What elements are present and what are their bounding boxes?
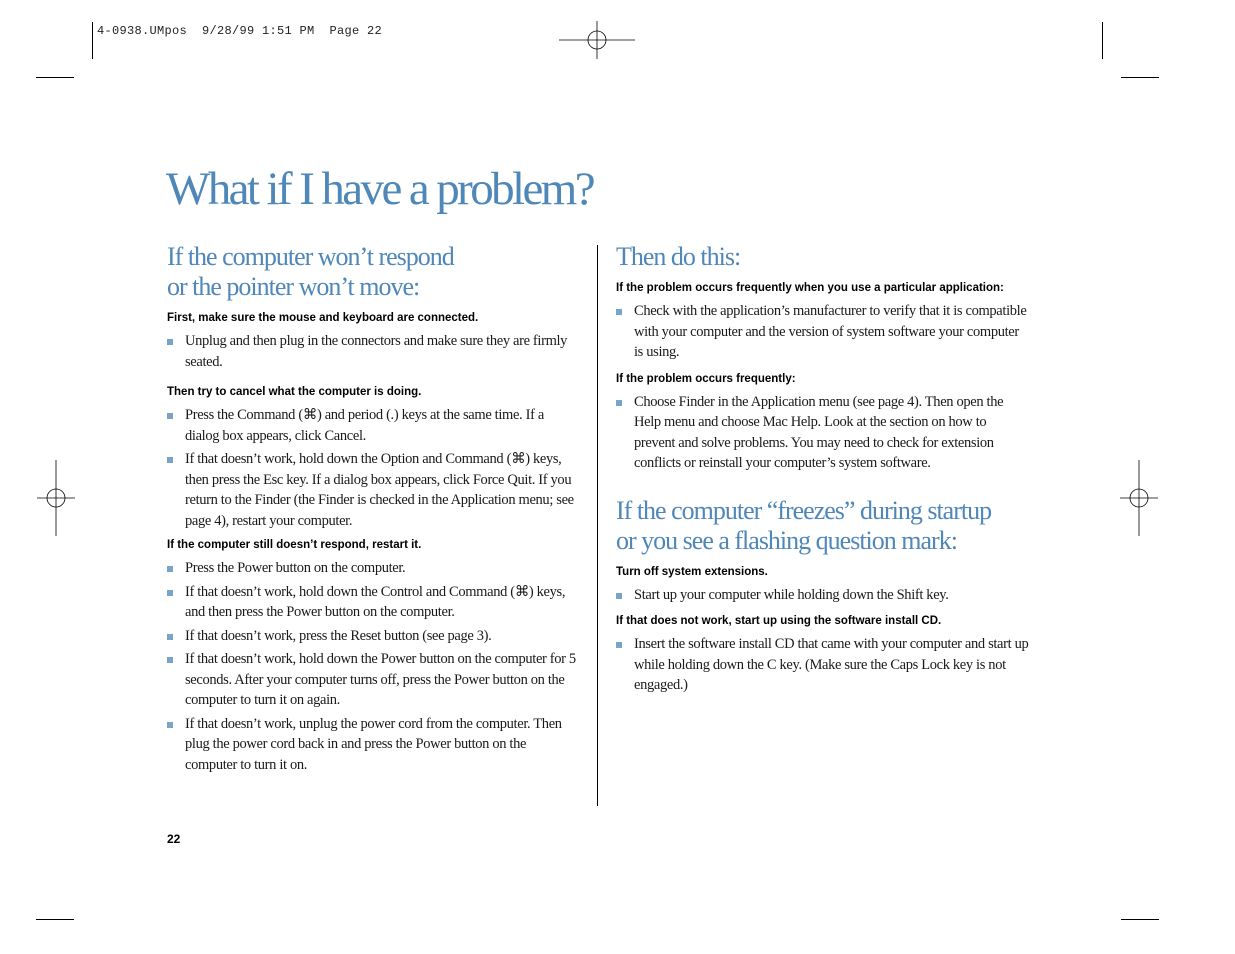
section-heading	[616, 496, 1030, 556]
page-title: What if I have a problem?	[166, 163, 593, 215]
square-bullet-icon	[616, 593, 622, 599]
list-item-text: Start up your computer while holding down the Shift key.	[634, 586, 949, 603]
crop-mark	[92, 22, 93, 59]
heading-line: If the computer won’t respond	[167, 242, 454, 271]
list-item	[167, 449, 579, 531]
bullet-list	[167, 558, 579, 775]
square-bullet-icon	[167, 457, 173, 463]
crop-mark	[1102, 22, 1103, 59]
list-item-text: Unplug and then plug in the connectors and make sure they are firmly seated.	[185, 333, 568, 370]
registration-mark-icon	[559, 21, 635, 59]
list-item	[167, 558, 579, 579]
bullet-list	[616, 392, 1030, 474]
subheading: Turn off system extensions.	[616, 565, 768, 578]
list-item	[167, 714, 579, 776]
list-item	[616, 585, 1030, 606]
right-column	[616, 242, 1030, 699]
subheading: First, make sure the mouse and keyboard are connected.	[167, 312, 479, 324]
bullet-list	[616, 634, 1030, 696]
list-item-text: If that doesn’t work, press the Reset button (see page 3).	[185, 627, 492, 644]
list-item-text: Press the Command (⌘) and period (.) keys at the same time. If a dialog box appears, click Cancel.	[185, 407, 544, 444]
list-item-text: Press the Power button on the computer.	[185, 560, 406, 576]
heading-line: or the pointer won’t move:	[167, 272, 420, 301]
square-bullet-icon	[167, 590, 173, 596]
list-item-text: Check with the application’s manufacturer to verify that it is compatible with your computer and the version of system software your computer is using.	[634, 303, 1027, 360]
bullet-list	[167, 331, 579, 372]
square-bullet-icon	[616, 309, 622, 315]
registration-mark-icon	[37, 460, 75, 536]
subheading: If the problem occurs frequently:	[616, 372, 796, 385]
list-item-text: If that doesn’t work, hold down the Power button on the computer for 5 seconds. After your computer turns off, press the Power button on the computer to turn it on again.	[185, 651, 576, 708]
heading-line: or you see a flashing question mark:	[616, 525, 957, 555]
crop-mark	[1121, 919, 1159, 920]
bullet-list	[616, 301, 1030, 363]
bullet-list	[167, 405, 579, 531]
list-item	[167, 626, 579, 647]
column-divider	[597, 245, 598, 806]
heading-line: If the computer “freezes” during startup	[616, 495, 992, 525]
list-item-text: If that doesn’t work, hold down the Control and Command (⌘) keys, and then press the Power button on the computer.	[185, 583, 566, 620]
slug-line: 4-0938.UMpos 9/28/99 1:51 PM Page 22	[97, 24, 383, 38]
crop-mark	[1121, 77, 1159, 78]
list-item	[167, 649, 579, 711]
list-item	[167, 331, 579, 372]
square-bullet-icon	[167, 566, 173, 572]
section-heading	[616, 242, 1030, 272]
square-bullet-icon	[167, 634, 173, 640]
subheading: Then try to cancel what the computer is doing.	[167, 386, 422, 398]
list-item	[616, 392, 1030, 474]
square-bullet-icon	[167, 339, 173, 345]
list-item	[616, 301, 1030, 363]
subheading: If that does not work, start up using the software install CD.	[616, 615, 942, 627]
list-item	[167, 582, 579, 623]
square-bullet-icon	[616, 400, 622, 406]
heading-line: Then do this:	[616, 242, 741, 271]
subheading: If the problem occurs frequently when you use a particular application:	[616, 282, 1004, 294]
crop-mark	[36, 919, 74, 920]
list-item	[616, 634, 1030, 696]
square-bullet-icon	[616, 642, 622, 648]
registration-mark-icon	[1120, 460, 1158, 536]
subheading: If the computer still doesn’t respond, restart it.	[167, 539, 422, 551]
square-bullet-icon	[167, 657, 173, 663]
list-item-text: Insert the software install CD that came with your computer and start up while holding down the C key. (Make sure the Caps Lock key is not engaged.)	[634, 636, 1029, 693]
list-item-text: If that doesn’t work, hold down the Option and Command (⌘) keys, then press the Esc key. If a dialog box appears, click Force Quit. If you return to the Finder (the Finder is checked in the Application menu; see page 4), restart your computer.	[185, 451, 574, 529]
square-bullet-icon	[167, 413, 173, 419]
square-bullet-icon	[167, 722, 173, 728]
crop-mark	[36, 77, 74, 78]
bullet-list	[616, 585, 1030, 606]
page-number: 22	[167, 832, 181, 846]
section-heading	[167, 242, 579, 302]
list-item-text: Choose Finder in the Application menu (see page 4). Then open the Help menu and choose Mac Help. Look at the section on how to prevent and solve problems. You may need to check for extension conflicts or reinstall your computer’s system software.	[634, 393, 1004, 471]
list-item	[167, 405, 579, 446]
left-column	[167, 242, 579, 778]
list-item-text: If that doesn’t work, unplug the power cord from the computer. Then plug the power cord back in and press the Power button on the computer to turn it on.	[185, 715, 562, 773]
